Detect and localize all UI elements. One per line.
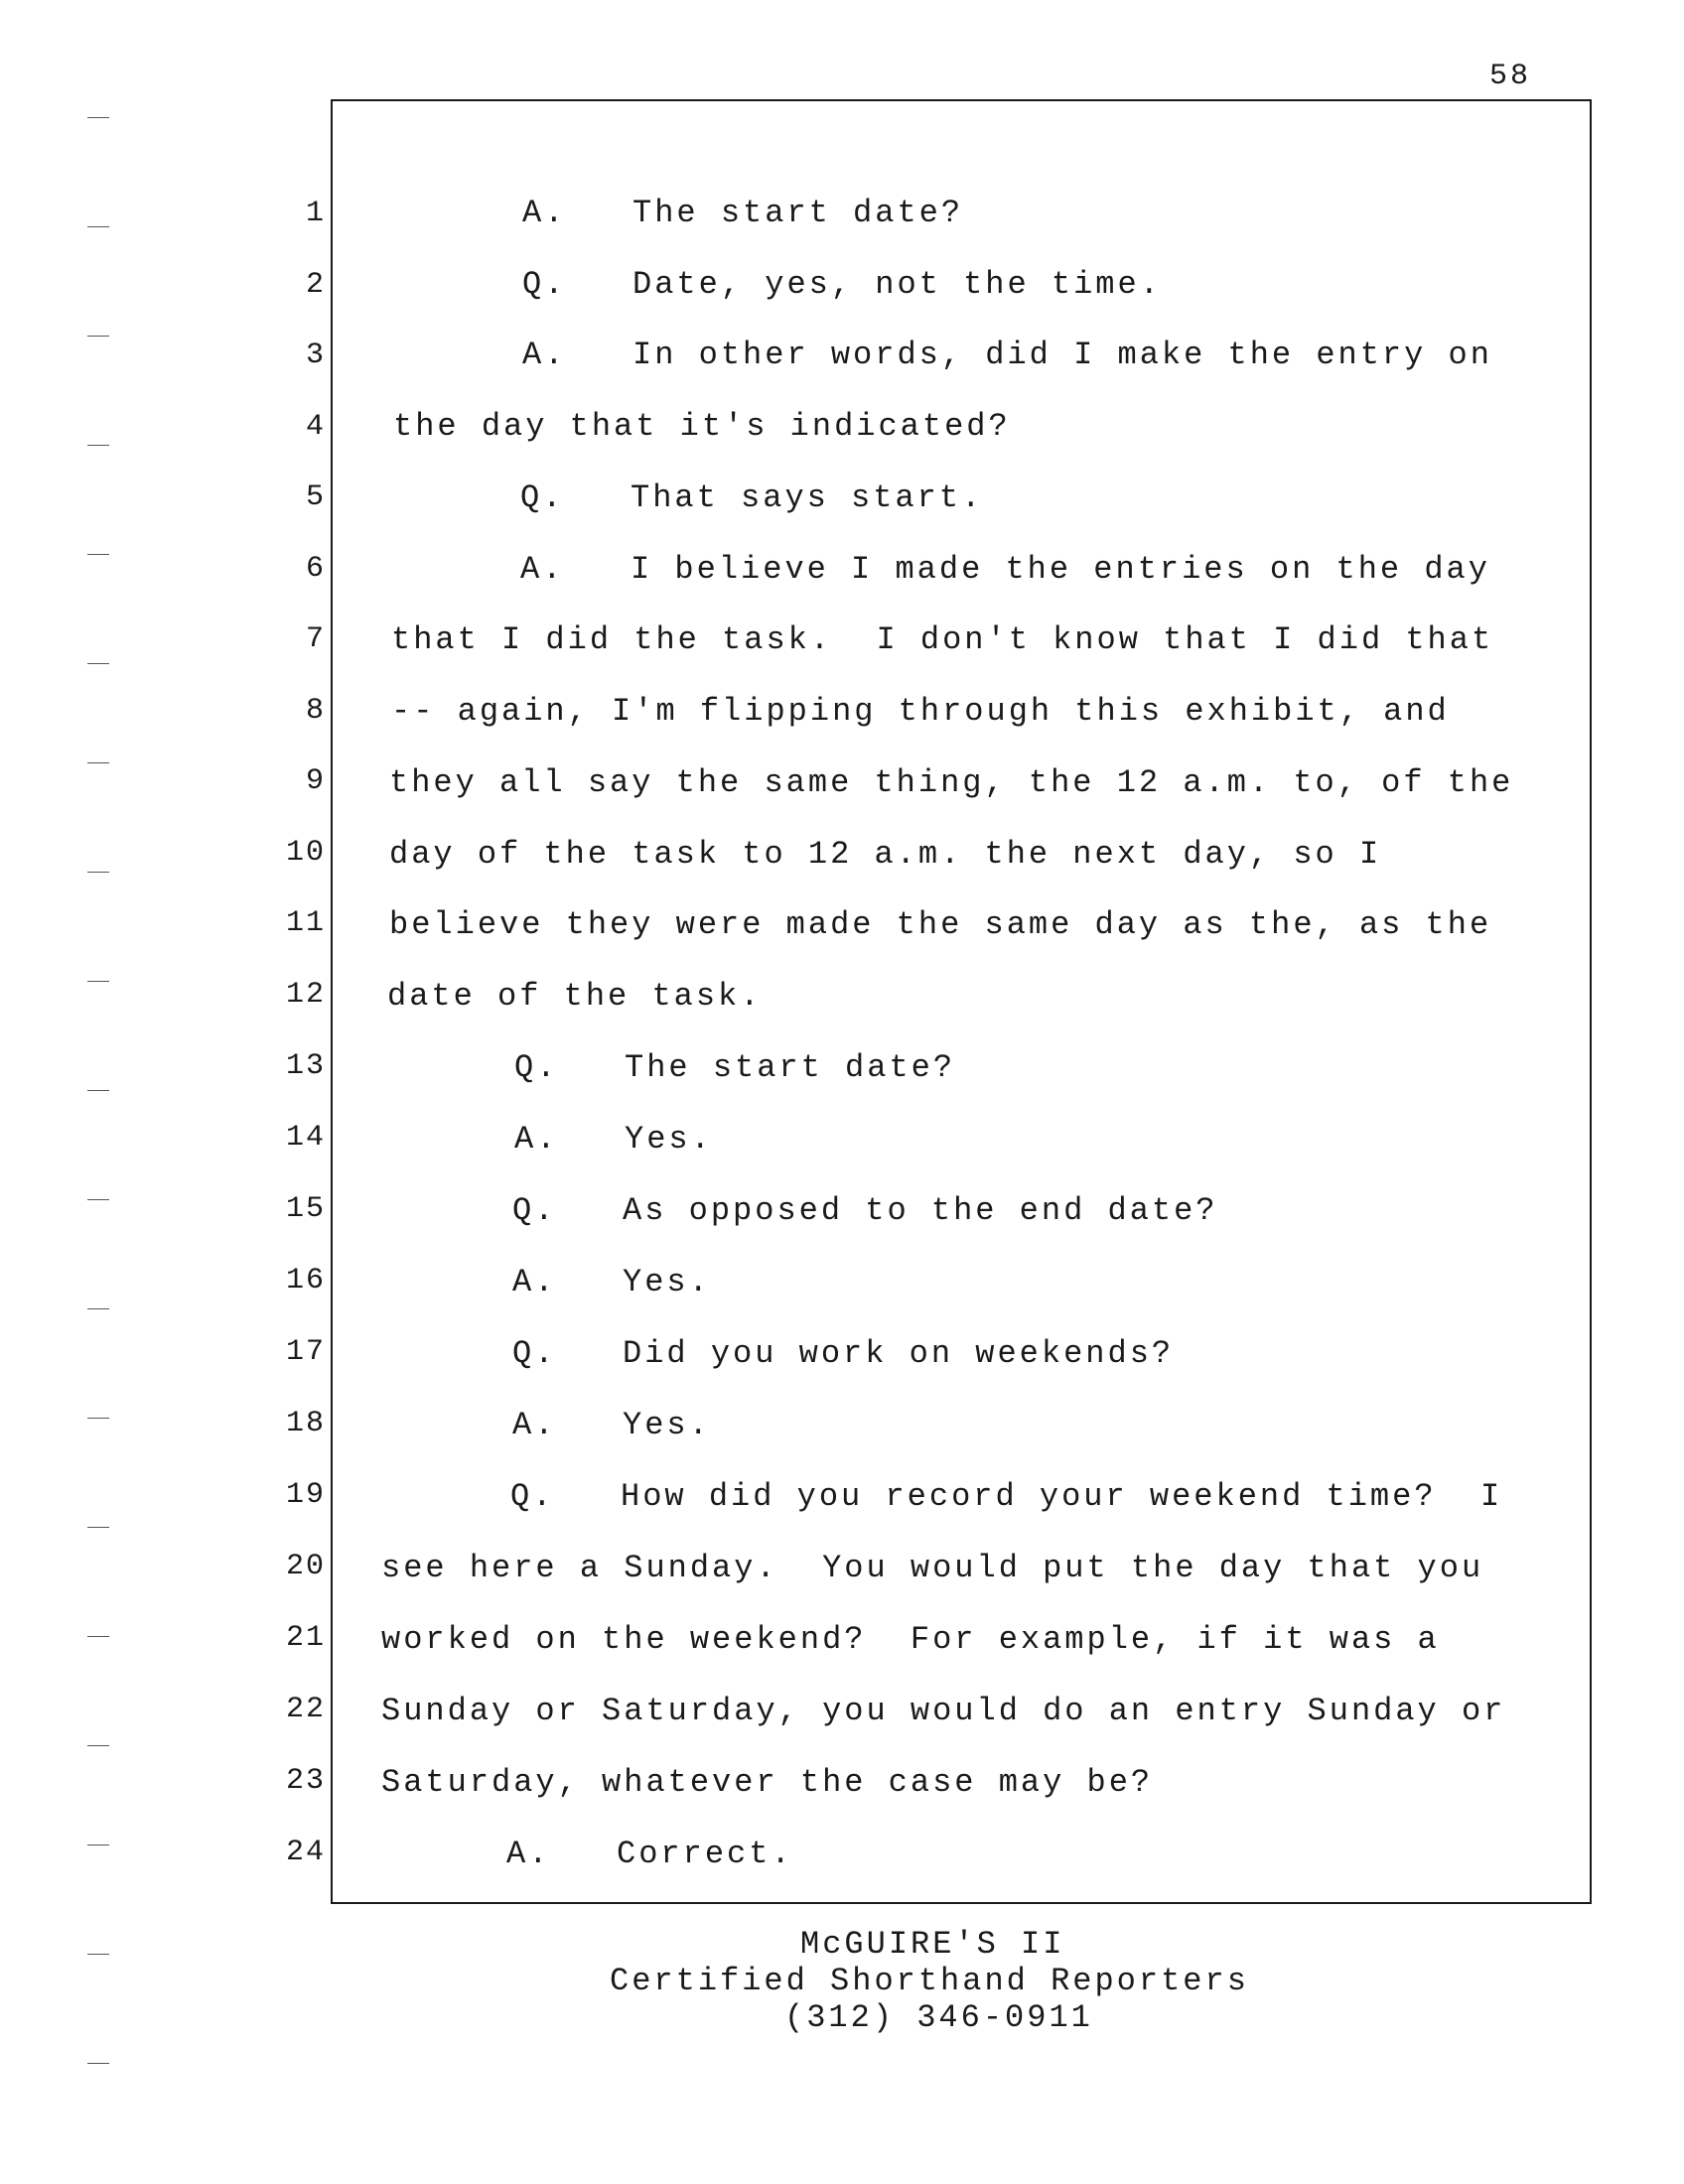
transcript-line: A. Yes. [512,1264,711,1300]
transcript-line: Sunday or Saturday, you would do an entry Sunday or [381,1693,1506,1729]
transcript-line: Q. The start date? [514,1049,956,1086]
transcript-line: A. Yes. [514,1121,713,1158]
transcript-line: -- again, I'm flipping through this exhibit, and [391,693,1450,730]
line-number: 1 [305,197,326,230]
transcript-line: see here a Sunday. You would put the day that you [381,1550,1484,1586]
line-number: 5 [305,480,326,514]
line-number: 18 [285,1407,326,1440]
line-number: 9 [305,764,326,798]
line-number: 15 [285,1192,326,1226]
margin-tick [87,2063,109,2064]
line-number: 14 [285,1121,326,1155]
margin-tick [87,1418,109,1419]
margin-tick [87,1636,109,1637]
margin-tick [87,336,109,337]
line-number: 7 [305,622,326,656]
margin-tick [87,1199,109,1200]
footer-phone: (312) 346-0911 [784,1999,1093,2036]
line-number: 13 [285,1049,326,1083]
footer-title: Certified Shorthand Reporters [610,1963,1249,1999]
margin-tick [87,1954,109,1955]
line-number: 11 [285,906,326,940]
margin-tick [87,117,109,118]
margin-tick [87,1308,109,1309]
margin-tick [87,1745,109,1746]
transcript-line: A. The start date? [522,195,964,231]
transcript-line: Q. Date, yes, not the time. [522,266,1162,303]
line-number: 12 [285,978,326,1012]
line-number: 19 [285,1478,326,1512]
line-number: 23 [285,1764,326,1798]
transcript-line: that I did the task. I don't know that I did that [391,621,1494,658]
transcript-line: A. Yes. [512,1407,711,1443]
transcript-line: Q. Did you work on weekends? [512,1335,1175,1372]
margin-tick [87,1090,109,1091]
transcript-line: date of the task. [387,978,763,1015]
transcript-line: worked on the weekend? For example, if it was a [381,1621,1440,1658]
line-number: 8 [305,694,326,728]
transcript-line: Q. As opposed to the end date? [512,1192,1218,1229]
line-number: 22 [285,1693,326,1726]
margin-tick [87,1844,109,1845]
transcript-line: day of the task to 12 a.m. the next day, so I [389,836,1382,873]
transcript-line: A. I believe I made the entries on the day [520,551,1490,588]
line-number: 4 [305,410,326,444]
line-number: 24 [285,1836,326,1869]
line-number: 21 [285,1621,326,1655]
margin-tick [87,554,109,555]
margin-tick [87,1527,109,1528]
transcript-line: Q. That says start. [520,479,984,516]
line-number: 10 [285,836,326,870]
transcript-line: A. Correct. [506,1836,793,1872]
line-number: 20 [285,1550,326,1583]
line-number: 16 [285,1264,326,1297]
line-number: 3 [305,339,326,372]
margin-tick [87,663,109,664]
margin-tick [87,981,109,982]
line-number: 6 [305,552,326,586]
footer-company: McGUIRE'S II [800,1926,1065,1963]
line-number: 2 [305,268,326,302]
transcript-line: Q. How did you record your weekend time? I [510,1478,1503,1515]
margin-tick [87,226,109,227]
margin-tick [87,872,109,873]
transcript-line: believe they were made the same day as the, as the [389,906,1492,943]
margin-tick [87,445,109,446]
transcript-line: A. In other words, did I make the entry on [522,337,1492,373]
transcript-line: the day that it's indicated? [393,408,1011,445]
line-number: 17 [285,1335,326,1369]
margin-tick [87,762,109,763]
transcript-line: they all say the same thing, the 12 a.m. to, of the [389,764,1514,801]
page-number: 58 [1489,60,1532,93]
transcript-line: Saturday, whatever the case may be? [381,1764,1154,1801]
